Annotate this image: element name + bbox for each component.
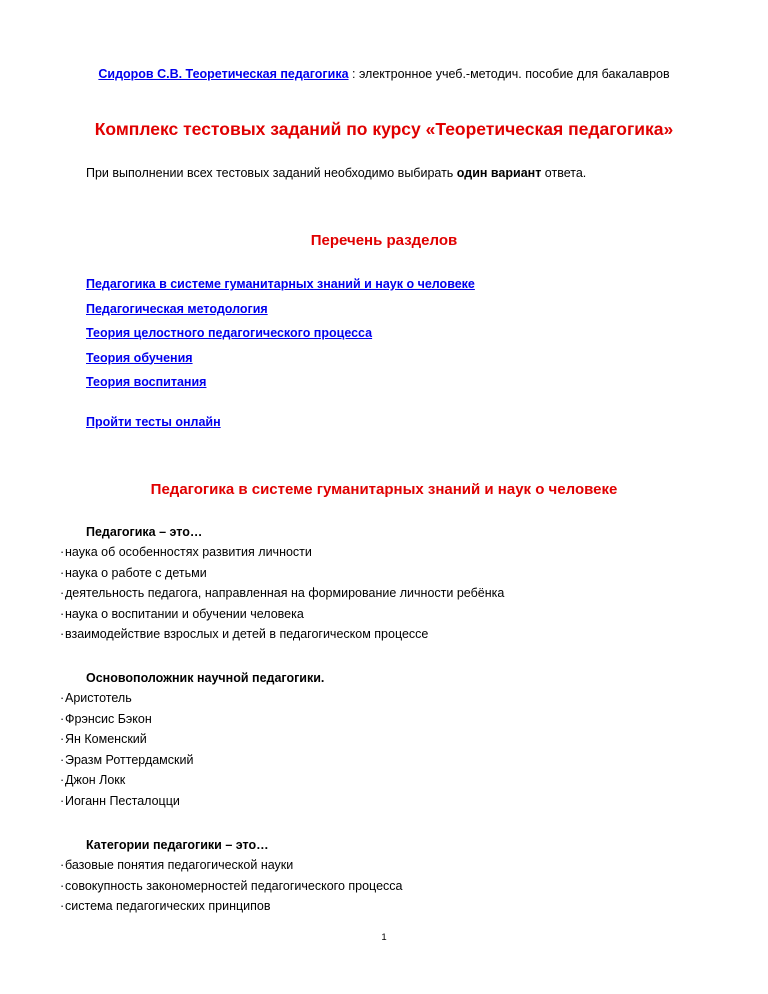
answer-option: · система педагогических принципов [0,899,768,920]
answer-option: · взаимодействие взрослых и детей в педагогическом процессе [0,627,768,648]
page-header [0,67,768,81]
toc-link-learning-theory[interactable]: Теория обучения [86,350,193,365]
answer-option: · наука об особенностях развития личности [0,545,768,566]
toc-item [86,375,475,400]
online-tests [86,415,221,429]
toc-item [86,302,475,327]
question-text: Педагогика – это… [86,525,203,539]
page-number: 1 [381,932,387,943]
answer-option: · Аристотель [0,691,768,712]
toc-link-methodology[interactable]: Педагогическая методология [86,301,268,316]
answer-option: · Джон Локк [0,773,768,794]
question-text: Основоположник научной педагогики. [86,671,325,685]
question-block [0,669,768,815]
toc-title: Перечень разделов [310,232,458,249]
toc-list [86,277,475,400]
toc-item [86,277,475,302]
answer-option: · наука о работе с детьми [0,566,768,587]
answer-option: · базовые понятия педагогической науки [0,858,768,879]
toc-link-upbringing-theory[interactable]: Теория воспитания [86,375,207,389]
question-text: Категории педагогики – это… [86,838,269,852]
toc-link-pedagogy-humanities[interactable]: Педагогика в системе гуманитарных знаний и наук о человеке [86,277,475,291]
answer-option: · наука о воспитании и обучении человека [0,607,768,628]
question-block [0,523,768,648]
instruction-bold: один вариант [456,166,542,180]
section-title: Педагогика в системе гуманитарных знаний и наук о человеке [150,481,618,498]
answer-option: · совокупность закономерностей педагогического процесса [0,879,768,900]
answer-option: · Иоганн Песталоцци [0,794,768,815]
toc-link-holistic-process[interactable]: Теория целостного педагогического процесса [86,326,373,340]
answer-list [0,691,768,815]
instruction-before: При выполнении всех тестовых заданий необходимо выбирать [86,166,457,180]
answer-list [0,545,768,648]
main-title: Комплекс тестовых заданий по курсу «Теоретическая педагогика» [94,119,674,139]
toc-item [86,351,475,376]
answer-list [0,858,768,920]
answer-option: · Ян Коменский [0,732,768,753]
online-tests-link[interactable]: Пройти тесты онлайн [86,415,221,429]
question-block [0,836,768,920]
author-book-link[interactable]: Сидоров С.В. Теоретическая педагогика [98,67,349,81]
answer-option: · Фрэнсис Бэкон [0,712,768,733]
answer-option: · деятельность педагога, направленная на формирование личности ребёнка [0,586,768,607]
instruction-after: ответа. [541,166,587,180]
toc-item [86,326,475,351]
answer-option: · Эразм Роттердамский [0,753,768,774]
instruction-text [86,166,586,180]
header-suffix: : электронное учеб.-методич. пособие для бакалавров [348,67,670,81]
